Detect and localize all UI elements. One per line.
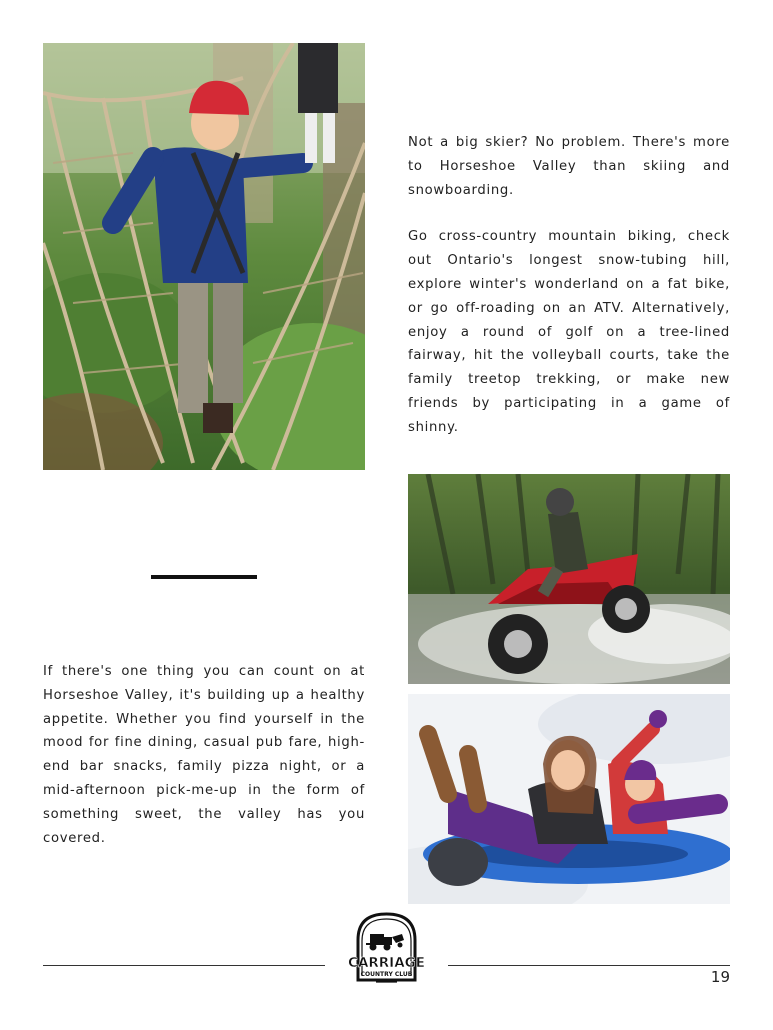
carriage-country-club-logo (340, 910, 433, 994)
intro-text-block (408, 131, 730, 440)
footer-rule-left (43, 965, 325, 966)
footer-rule-right (448, 965, 730, 966)
rope-course-illustration (43, 43, 365, 470)
dining-paragraph: If there's one thing you can count on at Horseshoe Valley, it's building up a healthy appetite. Whether you find yourself in the mood for fine dining, casual pub fare, high-end bar snacks, family pizza night, or a mid-afternoon pick-me-up in the form of something sweet, the valley has you covered. (43, 664, 365, 846)
page-number: 19 (710, 968, 730, 986)
atv-illustration (408, 474, 730, 684)
photo-snow-tubing (408, 694, 730, 904)
photo-atv-riding (408, 474, 730, 684)
photo-kid-rope-course (43, 43, 365, 470)
intro-paragraph-2: Go cross-country mountain biking, check out Ontario's longest snow-tubing hill, explore winter's wonderland on a fat bike, or go off-roading on an ATV. Alternatively, enjoy a round of golf on a tree-lined fairway, hit the volleyball courts, take the family treetop trekking, or make new friends by participating in a game of shinny. (408, 229, 730, 435)
logo-emblem (340, 910, 433, 994)
intro-paragraph-1: Not a big skier? No problem. There's more to Horseshoe Valley than skiing and snowboarding. (408, 135, 730, 198)
dining-text-block (43, 660, 365, 850)
logo-wordmark: CARRIAGE (348, 955, 425, 971)
logo-subtitle: COUNTRY CLUB (360, 971, 413, 978)
section-divider-bar (151, 575, 257, 579)
snow-tubing-illustration (408, 694, 730, 904)
